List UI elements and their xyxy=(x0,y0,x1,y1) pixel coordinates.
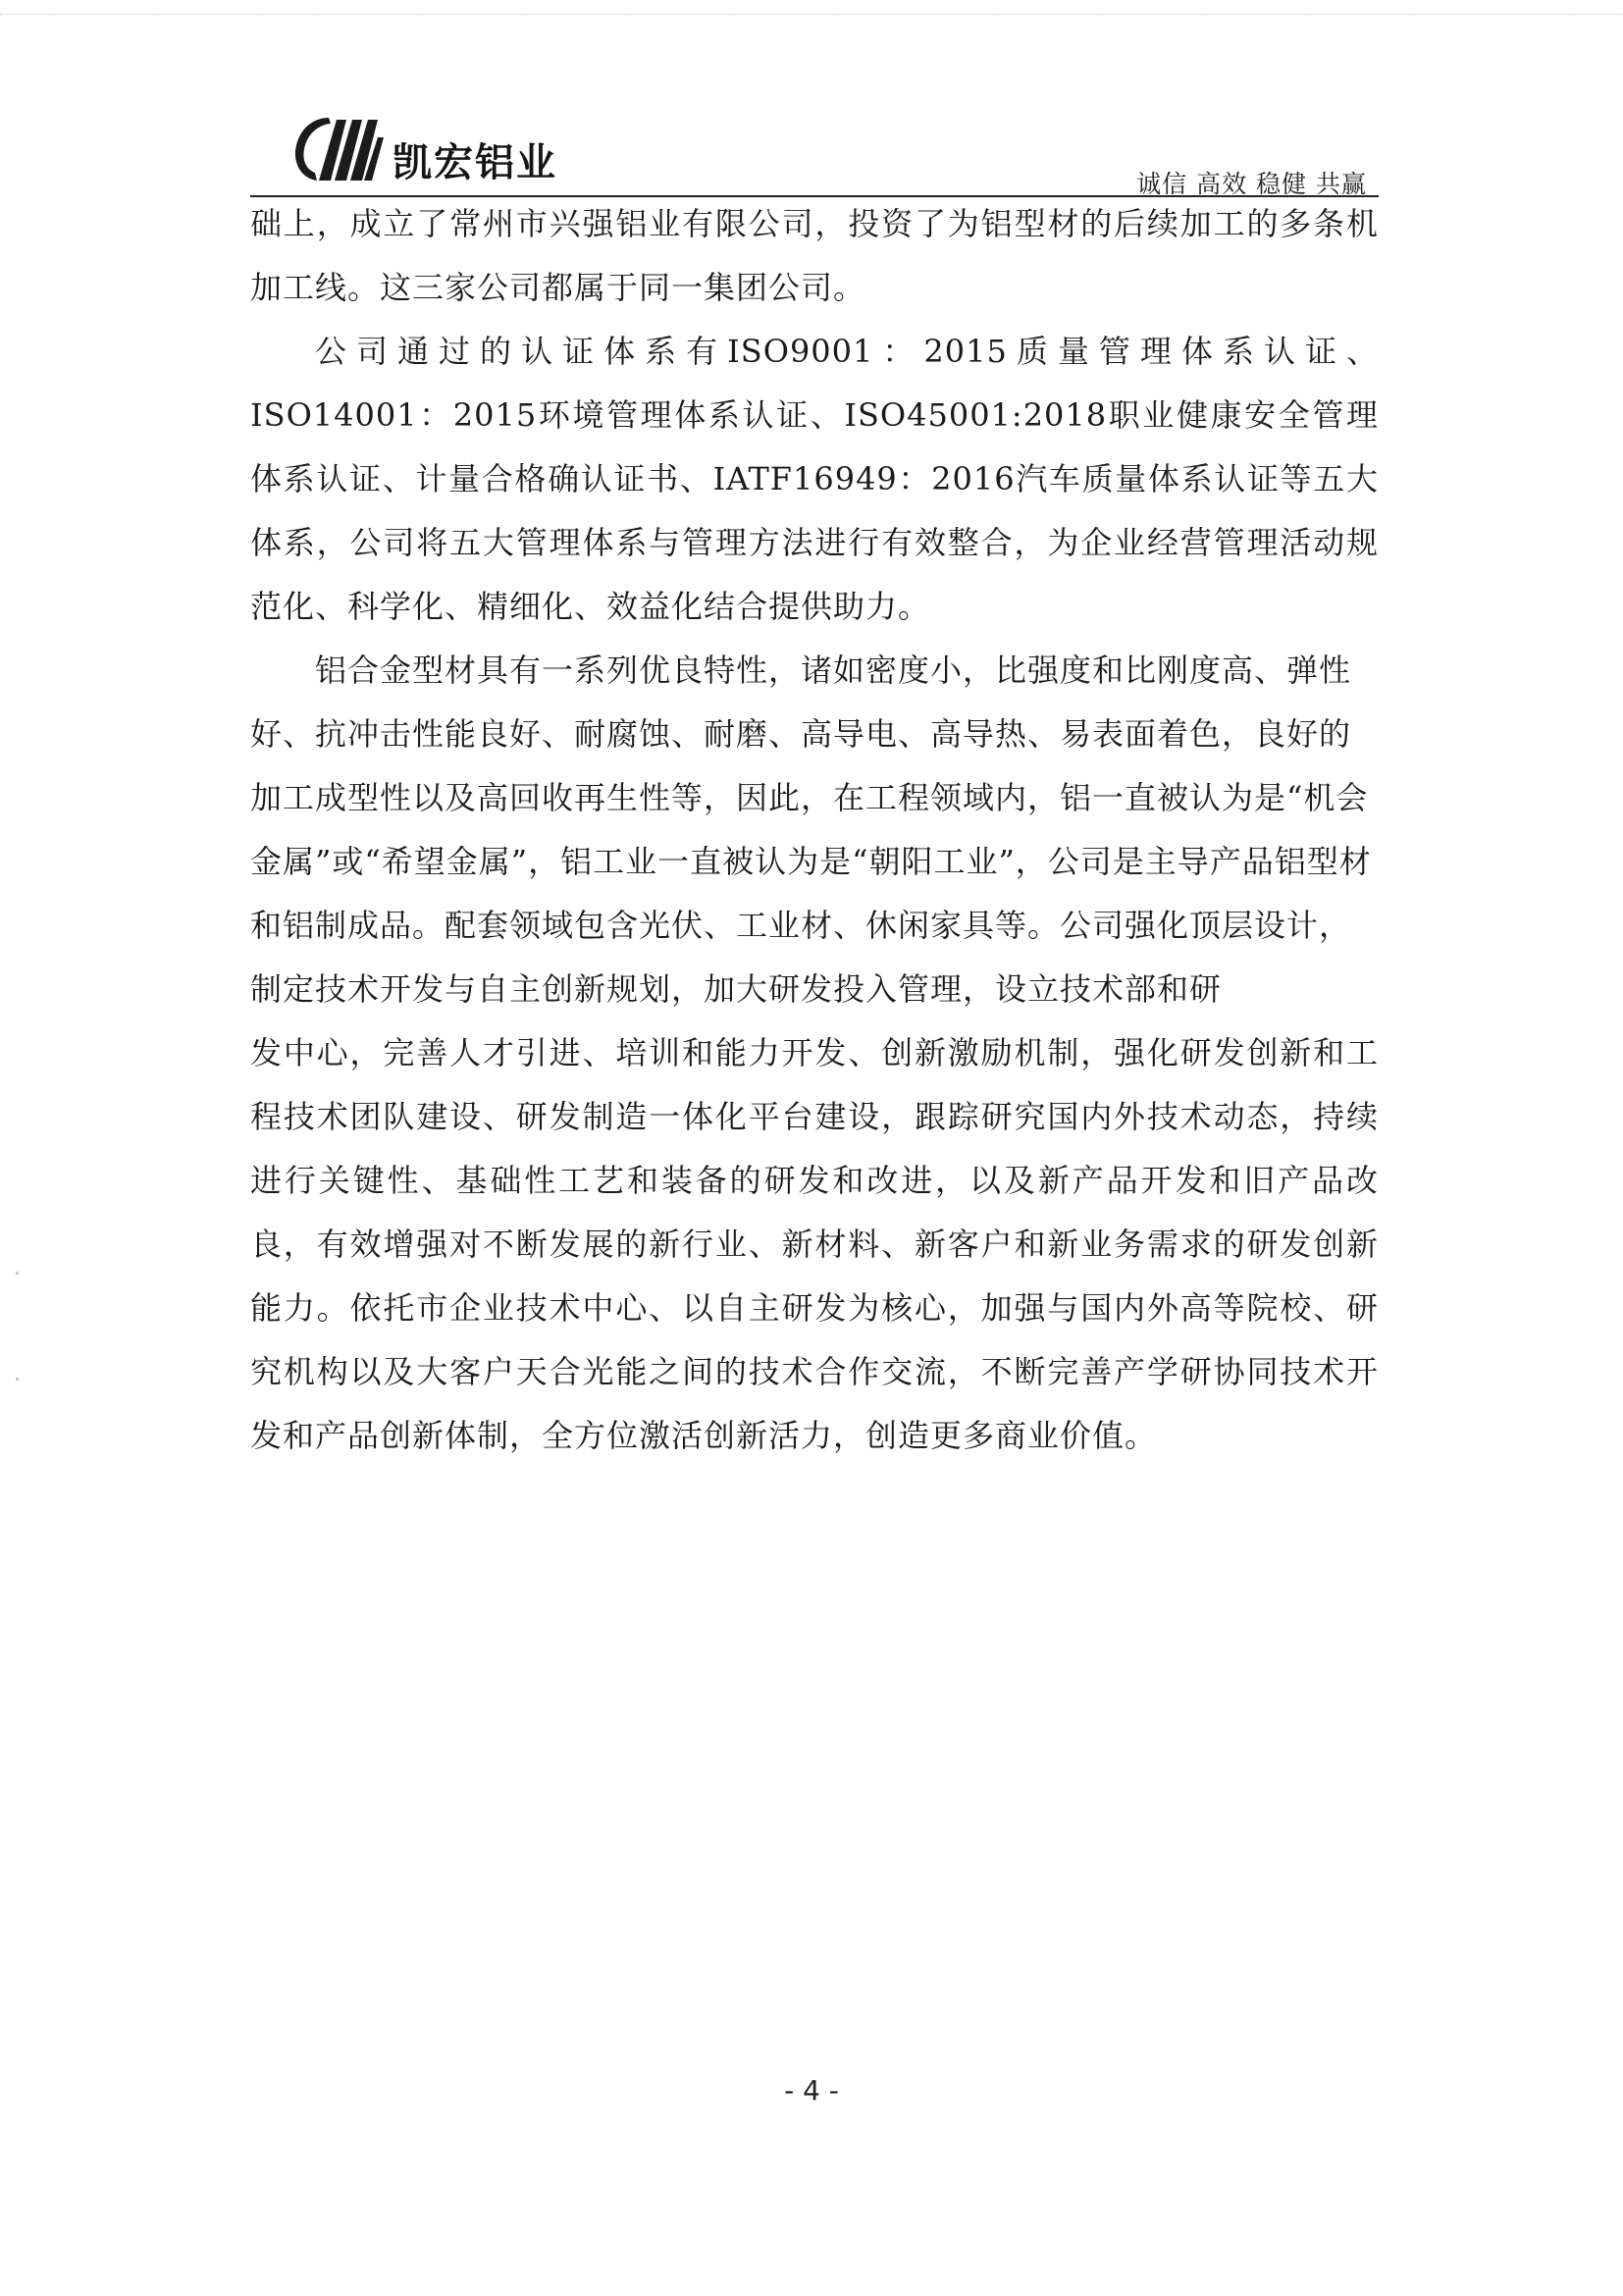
page-number: - 4 - xyxy=(784,2074,839,2107)
kaihong-logo-icon xyxy=(289,112,386,184)
company-slogan: 诚信 高效 稳健 共赢 xyxy=(1136,170,1367,198)
scan-speck xyxy=(16,1378,19,1381)
body-paragraph: 础上，成立了常州市兴强铝业有限公司，投资了为铝型材的后续加工的多条机加工线。这三家公司都属于同一集团公司。 xyxy=(250,205,1379,306)
body-paragraph: 发中心，完善人才引进、培训和能力开发、创新激励机制，强化研发创新和工程技术团队建设、研发制造一体化平台建设，跟踪研究国内外技术动态，持续进行关键性、基础性工艺和装备的研发和改进，以及新产品开发和旧产品改良，有效增强对不断发展的新行业、新材料、新客户和新业务需求的研发创新能力。依托市企业技术中心、以自主研发为核心，加强与国内外高等院校、研究机构以及大客户天合光能之间的技术合作交流，不断完善产学研协同技术开发和产品创新体制，全方位激活创新活力，创造更多商业价值。 xyxy=(250,1034,1379,1454)
body-paragraph: 公司通过的认证体系有ISO9001：2015质量管理体系认证、ISO14001：2015环境管理体系认证、ISO45001:2018职业健康安全管理体系认证、计量合格确认证书、IATF16949：2016汽车质量体系认证等五大体系，公司将五大管理体系与管理方法进行有效整合，为企业经营管理活动规范化、科学化、精细化、效益化结合提供助力。 xyxy=(250,333,1379,625)
page-header xyxy=(250,108,1379,198)
scan-speck xyxy=(16,1272,19,1275)
body-paragraph: 铝合金型材具有一系列优良特性，诸如密度小，比强度和比刚度高、弹性好、抗冲击性能良好、耐腐蚀、耐磨、高导电、高导热、易表面着色，良好的加工成型性以及高回收再生性等，因此，在工程领域内，铝一直被认为是“机会金属”或“希望金属”，铝工业一直被认为是“朝阳工业”，公司是主导产品铝型材和铝制成品。配套领域包含光伏、工业材、休闲家具等。公司强化顶层设计，制定技术开发与自主创新规划，加大研发投入管理，设立技术部和研 xyxy=(250,652,1372,1008)
scan-edge-line xyxy=(0,14,1623,15)
document-body xyxy=(250,192,1379,1468)
company-name: 凯宏铝业 xyxy=(393,140,557,185)
